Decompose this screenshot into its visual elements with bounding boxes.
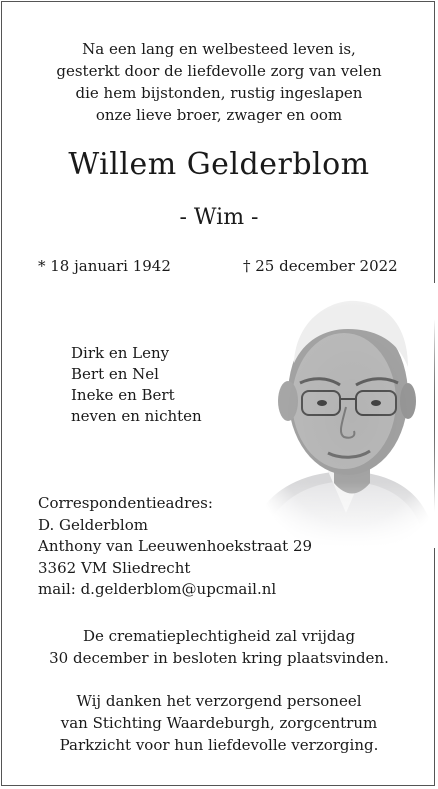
correspondence-email: mail: d.gelderblom@upcmail.nl [38,580,277,598]
list-item: neven en nichten [71,407,202,425]
intro-line: Na een lang en welbesteed leven is, [82,40,356,58]
death-date: † 25 december 2022 [243,257,398,275]
ceremony-line: De crematieplechtigheid zal vrijdag [82,627,356,645]
correspondence-street: Anthony van Leeuwenhoekstraat 29 [38,537,313,555]
ceremony-text [0,625,438,669]
thanks-line: Parkzicht voor hun liefdevolle verzorging. [59,736,379,754]
relatives-list [71,343,202,427]
deceased-nickname: - Wim - [179,205,259,230]
deceased-name: Willem Gelderblom [68,147,370,182]
birth-date: * 18 januari 1942 [38,257,171,275]
intro-line: die hem bijstonden, rustig ingeslapen [75,84,363,102]
list-item: Ineke en Bert [71,386,175,404]
intro-line: gesterkt door de liefdevolle zorg van velen [56,62,382,80]
correspondence-name: D. Gelderblom [38,515,148,534]
correspondence-heading: Correspondentieadres: [38,494,213,512]
correspondence-city: 3362 VM Sliedrecht [38,558,191,577]
thanks-line: van Stichting Waardeburgh, zorgcentrum [60,714,378,732]
intro-text [0,38,438,126]
intro-line: onze lieve broer, zwager en oom [95,106,343,124]
correspondence-address [38,493,312,601]
list-item: Dirk en Leny [71,344,170,362]
ceremony-line: 30 december in besloten kring plaatsvinden. [49,649,389,667]
thanks-text [0,690,438,756]
list-item: Bert en Nel [71,365,159,383]
thanks-line: Wij danken het verzorgend personeel [76,692,362,710]
